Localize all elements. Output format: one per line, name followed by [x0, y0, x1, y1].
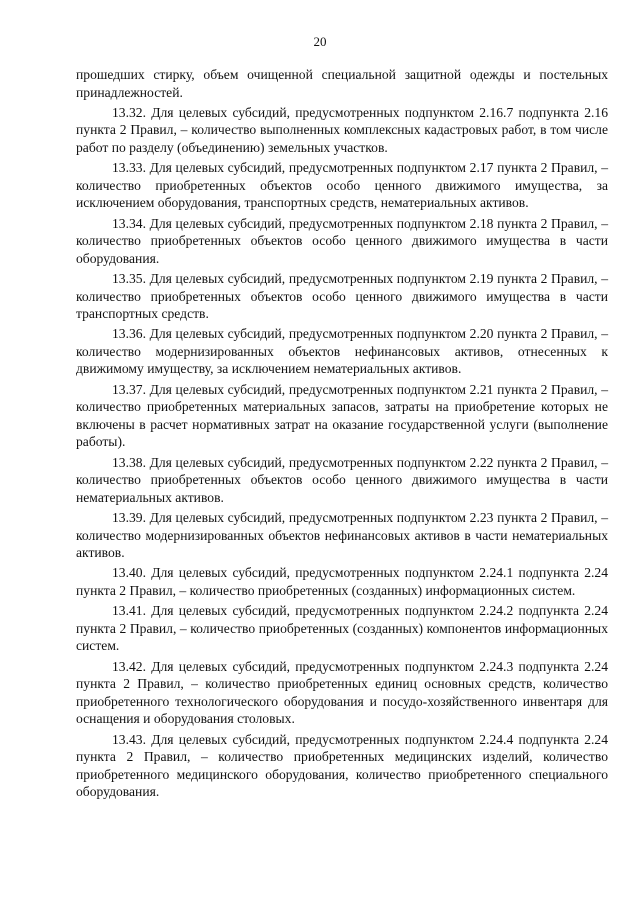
paragraph-13-41: 13.41. Для целевых субсидий, предусмотренных подпунктом 2.24.2 подпункта 2.24 пункта 2 Правил, – количество приобретенных (созданных) компонентов информационных систем. — [76, 603, 608, 654]
paragraph-13-37: 13.37. Для целевых субсидий, предусмотренных подпунктом 2.21 пункта 2 Правил, – количество приобретенных материальных запасов, затраты на приобретение которых не включены в расчет нормативных затрат на оказание государственной услуги (выполнение работы). — [76, 381, 608, 450]
paragraph-13-35: 13.35. Для целевых субсидий, предусмотренных подпунктом 2.19 пункта 2 Правил, – количество приобретенных объектов особо ценного движимого имущества в части транспортных средств. — [76, 270, 608, 322]
paragraph-13-39: 13.39. Для целевых субсидий, предусмотренных подпунктом 2.23 пункта 2 Правил, – количество модернизированных объектов нефинансовых активов в части нематериальных активов. — [76, 510, 608, 561]
paragraph-13-34: 13.34. Для целевых субсидий, предусмотренных подпунктом 2.18 пункта 2 Правил, – количество приобретенных объектов особо ценного движимого имущества в части оборудования. — [76, 215, 608, 266]
paragraph-13-32: 13.32. Для целевых субсидий, предусмотренных подпунктом 2.16.7 подпункта 2.16 пункта 2 Правил, – количество выполненных комплексных кадастровых работ, в том числе работ по разделу (объединению) земельных участков. — [76, 104, 608, 155]
paragraph-13-38: 13.38. Для целевых субсидий, предусмотренных подпунктом 2.22 пункта 2 Правил, – количество приобретенных объектов особо ценного движимого имущества в части нематериальных активов. — [76, 454, 608, 505]
page-number: 20 — [313, 34, 327, 49]
paragraph-continuation: прошедших стирку, объем очищенной специальной защитной одежды и постельных принадлежностей. — [76, 67, 608, 100]
paragraph-13-36: 13.36. Для целевых субсидий, предусмотренных подпунктом 2.20 пункта 2 Правил, – количество модернизированных объектов нефинансовых активов, отнесенных к движимому имуществу, за исключением нематериальных активов. — [76, 326, 608, 377]
paragraph-13-42: 13.42. Для целевых субсидий, предусмотренных подпунктом 2.24.3 подпункта 2.24 пункта 2 Правил, – количество приобретенных единиц основных средств, количество приобретенного технологического оборудования и посудо-хозяйственного инвентаря для оснащения и оборудования столовых. — [76, 658, 608, 727]
paragraph-13-43: 13.43. Для целевых субсидий, предусмотренных подпунктом 2.24.4 подпункта 2.24 пункта 2 Правил, – количество приобретенных медицинских изделий, количество приобретенного медицинского оборудования, количество приобретенного специального оборудования. — [76, 731, 608, 800]
document-body — [76, 66, 608, 803]
paragraph-13-40: 13.40. Для целевых субсидий, предусмотренных подпунктом 2.24.1 подпункта 2.24 пункта 2 Правил, – количество приобретенных (созданных) информационных систем. — [76, 565, 608, 598]
paragraph-13-33: 13.33. Для целевых субсидий, предусмотренных подпунктом 2.17 пункта 2 Правил, – количество приобретенных объектов особо ценного движимого имущества, за исключением оборудования, транспортных средств, нематериальных активов. — [76, 160, 608, 211]
